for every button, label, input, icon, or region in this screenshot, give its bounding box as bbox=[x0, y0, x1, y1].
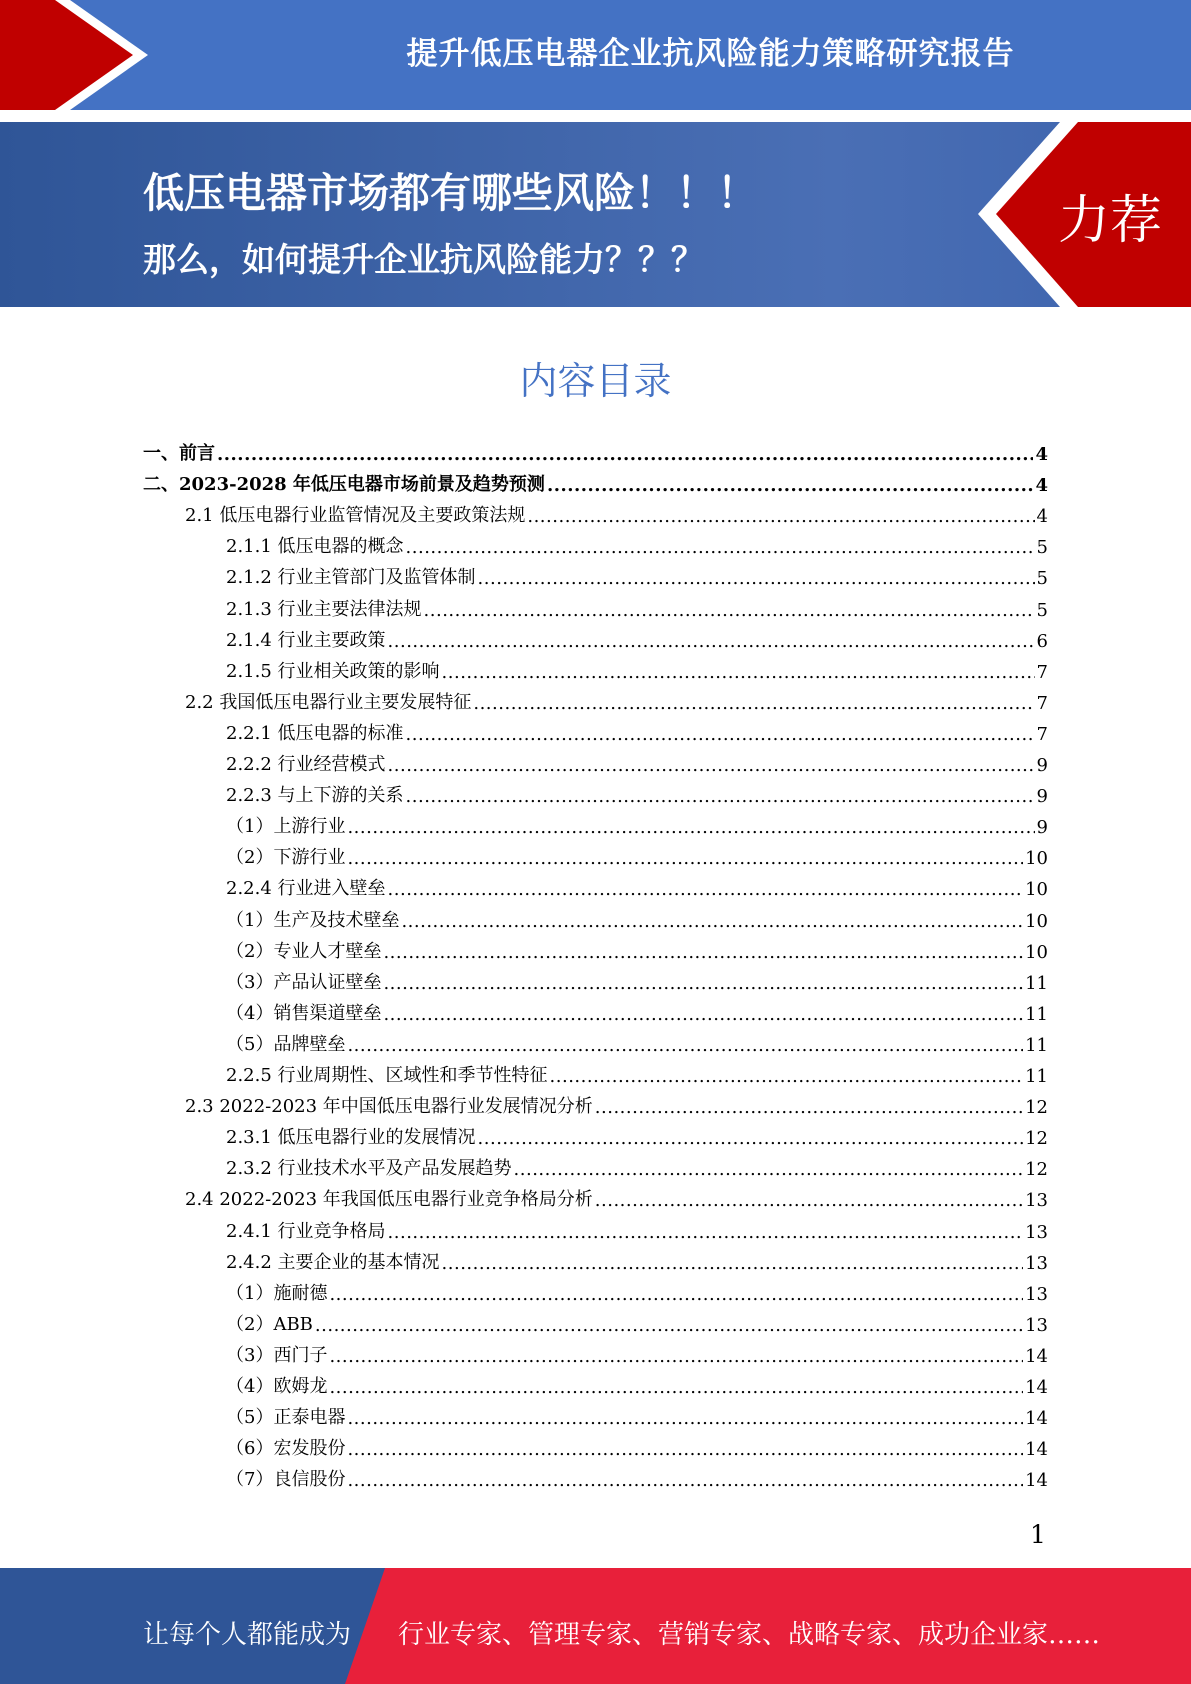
headline-risks: 低压电器市场都有哪些风险！！！ bbox=[143, 169, 758, 217]
toc-entry[interactable] bbox=[143, 468, 1048, 496]
toc-leader-dots bbox=[595, 1097, 1023, 1118]
toc-leader-dots bbox=[442, 662, 1035, 683]
toc-entry-label: 2.2 我国低压电器行业主要发展特征 bbox=[185, 691, 472, 713]
toc-entry-page: 13 bbox=[1025, 1252, 1048, 1274]
toc-entry[interactable] bbox=[226, 966, 1048, 994]
toc-leader-dots bbox=[595, 1190, 1023, 1211]
toc-entry-page: 13 bbox=[1025, 1190, 1048, 1212]
toc-entry-page: 5 bbox=[1036, 599, 1048, 621]
toc-leader-dots bbox=[527, 506, 1034, 527]
toc-leader-dots bbox=[347, 1439, 1023, 1460]
toc-entry[interactable] bbox=[226, 1277, 1048, 1305]
toc-leader-dots bbox=[347, 1470, 1023, 1491]
toc-entry-label: （3）产品认证壁垒 bbox=[226, 971, 382, 993]
toc-leader-dots bbox=[388, 755, 1035, 776]
toc-entry-page: 14 bbox=[1025, 1470, 1048, 1492]
toc-entry[interactable] bbox=[226, 810, 1048, 838]
toc-entry-page: 4 bbox=[1035, 444, 1048, 465]
toc-entry[interactable] bbox=[226, 997, 1048, 1025]
top-chevron-red bbox=[0, 0, 133, 110]
toc-entry-label: 一、前言 bbox=[143, 443, 215, 464]
toc-entry[interactable] bbox=[185, 499, 1048, 527]
toc-entry-label: 2.2.4 行业进入壁垒 bbox=[226, 878, 386, 900]
toc-entry-label: 2.4.1 行业竞争格局 bbox=[226, 1220, 386, 1242]
toc-entry[interactable] bbox=[226, 1308, 1048, 1336]
toc-entry[interactable] bbox=[226, 655, 1048, 683]
toc-entry-label: 二、2023-2028 年低压电器市场前景及趋势预测 bbox=[143, 474, 545, 496]
toc-entry-label: 2.1.5 行业相关政策的影响 bbox=[226, 660, 440, 682]
toc-entry-label: （5）品牌壁垒 bbox=[226, 1033, 346, 1055]
toc-leader-dots bbox=[442, 1253, 1024, 1274]
toc-entry[interactable] bbox=[226, 1339, 1048, 1367]
toc-entry-page: 11 bbox=[1025, 1066, 1048, 1087]
toc-leader-dots bbox=[401, 911, 1023, 932]
toc-entry-label: 2.4 2022-2023 年我国低压电器行业竞争格局分析 bbox=[185, 1189, 593, 1211]
toc-entry-label: 2.1.3 行业主要法律法规 bbox=[226, 598, 422, 620]
toc-leader-dots bbox=[383, 942, 1023, 963]
toc-entry[interactable] bbox=[226, 935, 1048, 963]
toc-entry-page: 14 bbox=[1025, 1439, 1048, 1461]
toc-entry-label: 2.2.5 行业周期性、区域性和季节性特征 bbox=[226, 1065, 548, 1086]
toc-entry[interactable] bbox=[226, 1370, 1048, 1398]
toc-entry[interactable] bbox=[226, 561, 1048, 589]
toc-entry-page: 13 bbox=[1025, 1314, 1048, 1336]
toc-entry-label: （5）正泰电器 bbox=[226, 1407, 346, 1429]
toc-entry-page: 12 bbox=[1025, 1128, 1048, 1150]
toc-entry[interactable] bbox=[226, 748, 1048, 776]
toc-entry-page: 7 bbox=[1036, 692, 1048, 714]
toc-entry-label: （2）ABB bbox=[226, 1313, 313, 1335]
toc-entry-page: 14 bbox=[1025, 1345, 1048, 1367]
toc-leader-dots bbox=[383, 973, 1023, 994]
toc-entry-label: （4）欧姆龙 bbox=[226, 1376, 328, 1397]
toc-entry-label: 2.2.2 行业经营模式 bbox=[226, 754, 386, 775]
toc-entry-page: 10 bbox=[1025, 848, 1048, 870]
footer-slogan-right: 行业专家、管理专家、营销专家、战略专家、成功企业家…… bbox=[398, 1620, 1101, 1650]
toc-entry[interactable] bbox=[226, 624, 1048, 652]
toc-leader-dots bbox=[383, 1004, 1023, 1025]
toc-leader-dots bbox=[347, 1035, 1023, 1056]
toc-entry-label: （1）生产及技术壁垒 bbox=[226, 909, 400, 931]
toc-leader-dots bbox=[547, 475, 1034, 496]
toc-entry-label: 2.3 2022-2023 年中国低压电器行业发展情况分析 bbox=[185, 1096, 593, 1118]
toc-entry-page: 9 bbox=[1036, 786, 1048, 808]
toc-leader-dots bbox=[329, 1284, 1023, 1305]
toc-entry[interactable] bbox=[226, 1432, 1048, 1460]
toc-entry-page: 4 bbox=[1035, 475, 1048, 497]
toc-entry-page: 7 bbox=[1036, 661, 1048, 683]
toc-leader-dots bbox=[329, 1377, 1023, 1398]
toc-entry[interactable] bbox=[226, 779, 1048, 807]
toc-entry-page: 12 bbox=[1025, 1097, 1048, 1119]
toc-entry-label: 2.3.2 行业技术水平及产品发展趋势 bbox=[226, 1158, 512, 1180]
toc-entry-page: 13 bbox=[1025, 1221, 1048, 1243]
toc-entry[interactable] bbox=[226, 593, 1048, 621]
toc-entry-label: 2.2.1 低压电器的标准 bbox=[226, 722, 404, 744]
toc-entry[interactable] bbox=[185, 686, 1048, 714]
toc-entry-label: 2.1.1 低压电器的概念 bbox=[226, 536, 404, 558]
toc-leader-dots bbox=[347, 1408, 1023, 1429]
toc-entry[interactable] bbox=[226, 904, 1048, 932]
toc-entry-label: （2）下游行业 bbox=[226, 847, 346, 869]
toc-entry-label: （3）西门子 bbox=[226, 1344, 328, 1366]
toc-entry[interactable] bbox=[226, 1463, 1048, 1491]
toc-entry-page: 4 bbox=[1036, 506, 1048, 528]
toc-leader-dots bbox=[406, 724, 1035, 745]
toc-entry[interactable] bbox=[226, 1246, 1048, 1274]
toc-entry-page: 11 bbox=[1025, 1034, 1048, 1056]
toc-entry[interactable] bbox=[226, 717, 1048, 745]
toc-entry-page: 13 bbox=[1025, 1283, 1048, 1305]
toc-entry-label: 2.2.3 与上下游的关系 bbox=[226, 785, 404, 807]
toc-leader-dots bbox=[478, 1128, 1024, 1149]
report-title: 提升低压电器企业抗风险能力策略研究报告 bbox=[406, 36, 1015, 72]
toc-entry[interactable] bbox=[226, 1401, 1048, 1429]
toc-entry-page: 11 bbox=[1025, 972, 1048, 994]
toc-entry-page: 11 bbox=[1025, 1003, 1048, 1025]
toc-entry[interactable] bbox=[226, 530, 1048, 558]
toc-entry-label: （1）施耐德 bbox=[226, 1282, 328, 1304]
toc-entry-page: 6 bbox=[1036, 630, 1048, 652]
footer-slogan-left: 让每个人都能成为 bbox=[143, 1620, 352, 1650]
toc-entry-page: 9 bbox=[1036, 755, 1048, 776]
toc-entry-page: 10 bbox=[1025, 941, 1048, 963]
toc-entry-label: 2.1.4 行业主要政策 bbox=[226, 629, 386, 651]
toc-entry-label: 2.3.1 低压电器行业的发展情况 bbox=[226, 1127, 476, 1149]
toc-leader-dots bbox=[315, 1315, 1023, 1336]
toc-leader-dots bbox=[388, 631, 1035, 652]
toc-leader-dots bbox=[478, 568, 1035, 589]
toc-entry-page: 14 bbox=[1025, 1377, 1048, 1398]
toc-leader-dots bbox=[329, 1346, 1023, 1367]
toc-leader-dots bbox=[388, 1222, 1024, 1243]
toc-leader-dots bbox=[473, 693, 1034, 714]
toc-entry-label: 2.4.2 主要企业的基本情况 bbox=[226, 1251, 440, 1273]
toc-entry-page: 5 bbox=[1036, 537, 1048, 559]
toc-entry-page: 14 bbox=[1025, 1408, 1048, 1430]
toc-entry-page: 5 bbox=[1036, 568, 1048, 590]
toc-entry[interactable] bbox=[143, 437, 1048, 465]
toc-entry[interactable] bbox=[226, 1028, 1048, 1056]
toc-entry[interactable] bbox=[226, 1215, 1048, 1243]
toc-entry-label: （6）宏发股份 bbox=[226, 1438, 346, 1460]
toc-entry-page: 10 bbox=[1025, 910, 1048, 932]
toc-leader-dots bbox=[424, 600, 1035, 621]
toc-leader-dots bbox=[217, 444, 1033, 465]
toc-entry[interactable] bbox=[226, 1121, 1048, 1149]
toc-entry-label: （2）专业人才壁垒 bbox=[226, 940, 382, 962]
toc-leader-dots bbox=[514, 1159, 1024, 1180]
headline-question: 那么，如何提升企业抗风险能力？？？ bbox=[143, 240, 704, 279]
toc-entry-label: 2.1.2 行业主管部门及监管体制 bbox=[226, 567, 476, 589]
toc-leader-dots bbox=[347, 817, 1034, 838]
toc-entry[interactable] bbox=[185, 1090, 1048, 1118]
toc-entry[interactable] bbox=[226, 1059, 1048, 1087]
toc-leader-dots bbox=[550, 1066, 1024, 1087]
toc-entry-label: （4）销售渠道壁垒 bbox=[226, 1002, 382, 1024]
toc-leader-dots bbox=[406, 537, 1035, 558]
toc-entry[interactable] bbox=[185, 1183, 1048, 1211]
toc-entry-page: 12 bbox=[1025, 1159, 1048, 1181]
toc-entry[interactable] bbox=[226, 1152, 1048, 1180]
recommend-badge: 力荐 bbox=[1058, 191, 1163, 251]
page-number: 1 bbox=[1030, 1520, 1046, 1549]
toc-leader-dots bbox=[388, 879, 1024, 900]
toc-entry[interactable] bbox=[226, 841, 1048, 869]
toc-entry-page: 10 bbox=[1025, 879, 1048, 901]
toc-leader-dots bbox=[347, 848, 1023, 869]
toc-title: 内容目录 bbox=[519, 359, 672, 403]
toc-entry-page: 7 bbox=[1036, 723, 1048, 745]
toc-entry-label: （1）上游行业 bbox=[226, 816, 346, 838]
toc-entry[interactable] bbox=[226, 872, 1048, 900]
toc-entry-page: 9 bbox=[1036, 817, 1048, 839]
toc-entry-label: 2.1 低压电器行业监管情况及主要政策法规 bbox=[185, 505, 526, 527]
toc-entry-label: （7）良信股份 bbox=[226, 1469, 346, 1491]
toc-leader-dots bbox=[406, 786, 1035, 807]
